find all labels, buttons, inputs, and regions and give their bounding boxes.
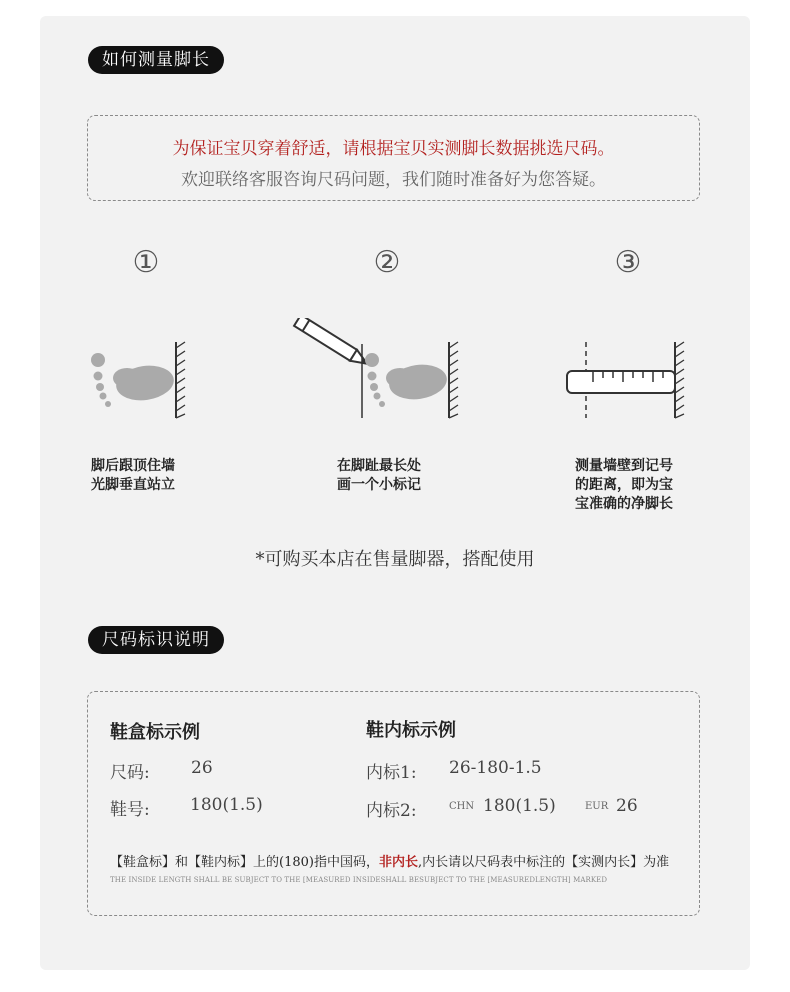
box-size-label: 尺码: [110, 763, 150, 783]
size-note-part-3: ,内长请以尺码表中标注的【实测内长】为准 [417, 855, 670, 870]
notice-box [87, 115, 700, 201]
step-3-caption-line-1: 测量墙壁到记号 [575, 458, 673, 474]
step-1-caption-line-1: 脚后跟顶住墙 [91, 458, 175, 474]
foot-measurer-tip: *可购买本店在售量脚器，搭配使用 [255, 549, 535, 570]
notice-line-1: 为保证宝贝穿着舒适，请根据宝贝实测脚长数据挑选尺码。 [172, 139, 615, 159]
inner-label-2-value: 180(1.5) [483, 796, 556, 816]
size-note-highlight: 非内长 [378, 855, 418, 870]
section-title-measure: 如何测量脚长 [88, 46, 224, 74]
inner-label-2-label: 内标2: [366, 801, 417, 821]
pencil-mark-icon [288, 318, 468, 422]
inner-label-2-eur-value: 26 [616, 796, 638, 816]
box-label-heading: 鞋盒标示例 [110, 722, 200, 743]
inner-label-1-label: 内标1: [366, 763, 417, 783]
size-note-part-1: 【鞋盒标】和【鞋内标】上的(180)指中国码， [110, 855, 379, 870]
step-2-number: ② [373, 245, 401, 280]
ruler-wall-icon [560, 338, 690, 420]
inner-label-2-chn: CHN [449, 801, 475, 812]
section-title-size-label: 尺码标识说明 [88, 626, 224, 654]
step-3-caption [575, 457, 673, 514]
step-2-caption-line-1: 在脚趾最长处 [337, 458, 421, 474]
step-2-caption-line-2: 画一个小标记 [337, 477, 421, 493]
size-note-english: THE INSIDE LENGTH SHALL BE SUBJECT TO THE [MEASURED INSIDESHALL BESUBJECT TO THE [MEASUREDLENGTH] MARKED [110, 876, 608, 884]
step-3-caption-line-3: 宝准确的净脚长 [575, 496, 673, 512]
inner-label-heading: 鞋内标示例 [366, 720, 456, 741]
inner-label-2-eur: EUR [585, 801, 609, 812]
step-2-caption [337, 457, 421, 495]
inner-label-1-value: 26-180-1.5 [449, 758, 542, 778]
box-shoe-no-label: 鞋号: [110, 800, 150, 820]
step-1-caption-line-2: 光脚垂直站立 [91, 477, 175, 493]
notice-line-2: 欢迎联络客服咨询尺码问题，我们随时准备好为您答疑。 [181, 170, 606, 190]
footprint-wall-icon [85, 338, 195, 420]
box-size-value: 26 [191, 758, 213, 778]
step-1-number: ① [132, 245, 160, 280]
size-note [110, 851, 669, 870]
step-1-caption [91, 457, 175, 495]
step-3-number: ③ [614, 245, 642, 280]
step-3-caption-line-2: 的距离，即为宝 [575, 477, 673, 493]
box-shoe-no-value: 180(1.5) [190, 795, 263, 815]
